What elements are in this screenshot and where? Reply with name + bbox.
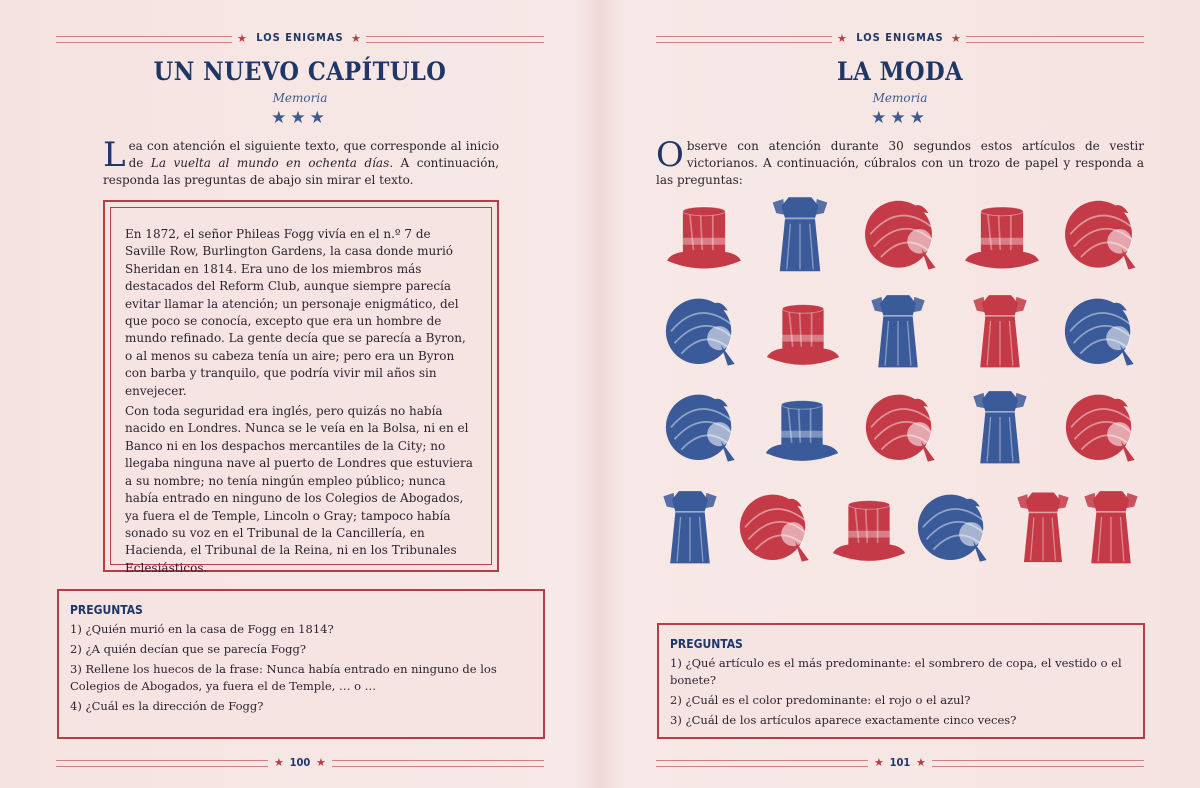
star-icon: ★ [351,32,361,45]
questions-title: PREGUNTAS [70,603,143,617]
question-item: 4) ¿Cuál es la dirección de Fogg? [70,699,264,713]
blue-dress-icon [866,290,930,376]
red-dress-icon [1014,486,1072,572]
question-item: 3) ¿Cuál de los artículos aparece exactamente cinco veces? [670,713,1017,727]
questions-list [70,621,530,718]
blue-dress-icon [768,192,832,280]
intro-text: bserve con atención durante 30 segundos estos artículos de vestir victorianos. A continuación, cúbralos con un trozo de papel y responda a las preguntas: [656,139,1144,187]
red-hat-icon [760,290,846,376]
footer-rule-right [332,760,544,767]
right-page [600,0,1200,788]
passage-paragraph: Con toda seguridad era inglés, pero quizás no había nacido en Londres. Nunca se le veía en la Bolsa, ni en el Banco ni en los despachos mercantiles de la City; no llegaba ninguna nave al puerto de Londres que estuviera a su nombre; no tenía ningún empleo público; nunca había entrado en ninguno de los Colegios de Abogados, ya fuera el de Temple, Lincoln o Gray; tampoco había sonado su voz en el Tribunal de la Cancillería, en Hacienda, el Tribunal de la Reina, ni en los Tribunales Eclesiásticos. [125,404,473,575]
question-item: 3) Rellene los huecos de la frase: Nunca había entrado en ninguno de los Colegios de Abogados, ya fuera el de Temple, … o … [70,662,497,693]
questions-box [657,623,1145,739]
red-dress-icon [968,290,1032,376]
page-number: 101 [889,756,911,769]
passage-paragraph: En 1872, el señor Phileas Fogg vivía en el n.º 7 de Saville Row, Burlington Gardens, la casa donde murió Sheridan en 1814. Era uno de los miembros más destacados del Reform Club, aunque siempre parecía evitar llamar la atención; un personaje enigmático, del que poco se conocía, excepto que era un hombre de mundo refinado. La gente decía que se parecía a Byron, o al menos su cabeza tenía un aire; pero era un Byron con barba y tranquilo, que podría vivir mil años sin envejecer. [125,227,466,398]
passage-frame [103,200,499,575]
red-bonnet-icon [1058,192,1146,280]
blue-bonnet-icon [656,290,748,376]
red-bonnet-icon [732,486,820,572]
question-item: 2) ¿A quién decían que se parecía Fogg? [70,642,307,656]
book-title: La vuelta al mundo en ochenta días [150,156,390,170]
footer-rule-left [56,760,268,767]
drop-cap: L [103,135,126,175]
footer-rule-left [656,760,868,767]
star-icon: ★ [316,756,326,769]
red-bonnet-icon [1058,386,1146,472]
star-icon: ★ [837,32,847,45]
star-icon: ★ [274,756,284,769]
running-head: LOS ENIGMAS [256,31,344,44]
questions-list [670,655,1140,732]
star-icon: ★ [237,32,247,45]
intro-text: ea con atención el siguiente texto, que corresponde al inicio de [128,139,499,170]
page-title: LA MODA [836,57,964,86]
header-rule-left [56,36,232,43]
footer-rule-right [932,760,1144,767]
blue-bonnet-icon [1056,290,1146,376]
page-subtitle: Memoria [872,91,928,105]
intro-text: . A continuación, responda las preguntas de abajo sin mirar el texto. [103,156,499,187]
drop-cap: O [656,135,684,175]
red-bonnet-icon [858,386,946,472]
header-rule-left [656,36,832,43]
red-dress-icon [1080,486,1142,572]
intro-paragraph [103,135,499,189]
questions-title: PREGUNTAS [670,637,743,651]
difficulty-stars: ★★★ [871,108,929,128]
question-item: 1) ¿Qué artículo es el más predominante: el sombrero de copa, el vestido o el bonete? [670,656,1122,687]
star-icon: ★ [874,756,884,769]
blue-dress-icon [968,386,1032,472]
intro-paragraph [656,135,1144,189]
passage-text [125,226,475,580]
star-icon: ★ [951,32,961,45]
question-item: 1) ¿Quién murió en la casa de Fogg en 1814? [70,622,334,636]
header-rule-right [966,36,1144,43]
blue-hat-icon [758,386,846,472]
star-icon: ★ [916,756,926,769]
difficulty-stars: ★★★ [271,108,329,128]
blue-bonnet-icon [656,386,748,472]
red-hat-icon [958,192,1046,280]
red-hat-icon [660,192,748,280]
running-head: LOS ENIGMAS [856,31,944,44]
questions-box [57,589,545,739]
page-title: UN NUEVO CAPÍTULO [153,57,447,86]
red-bonnet-icon [858,192,946,280]
red-hat-icon [826,486,912,572]
question-item: 2) ¿Cuál es el color predominante: el rojo o el azul? [670,693,971,707]
page-number: 100 [289,756,311,769]
page-subtitle: Memoria [272,91,328,105]
header-rule-right [366,36,544,43]
blue-bonnet-icon [910,486,998,572]
blue-dress-icon [658,486,722,572]
